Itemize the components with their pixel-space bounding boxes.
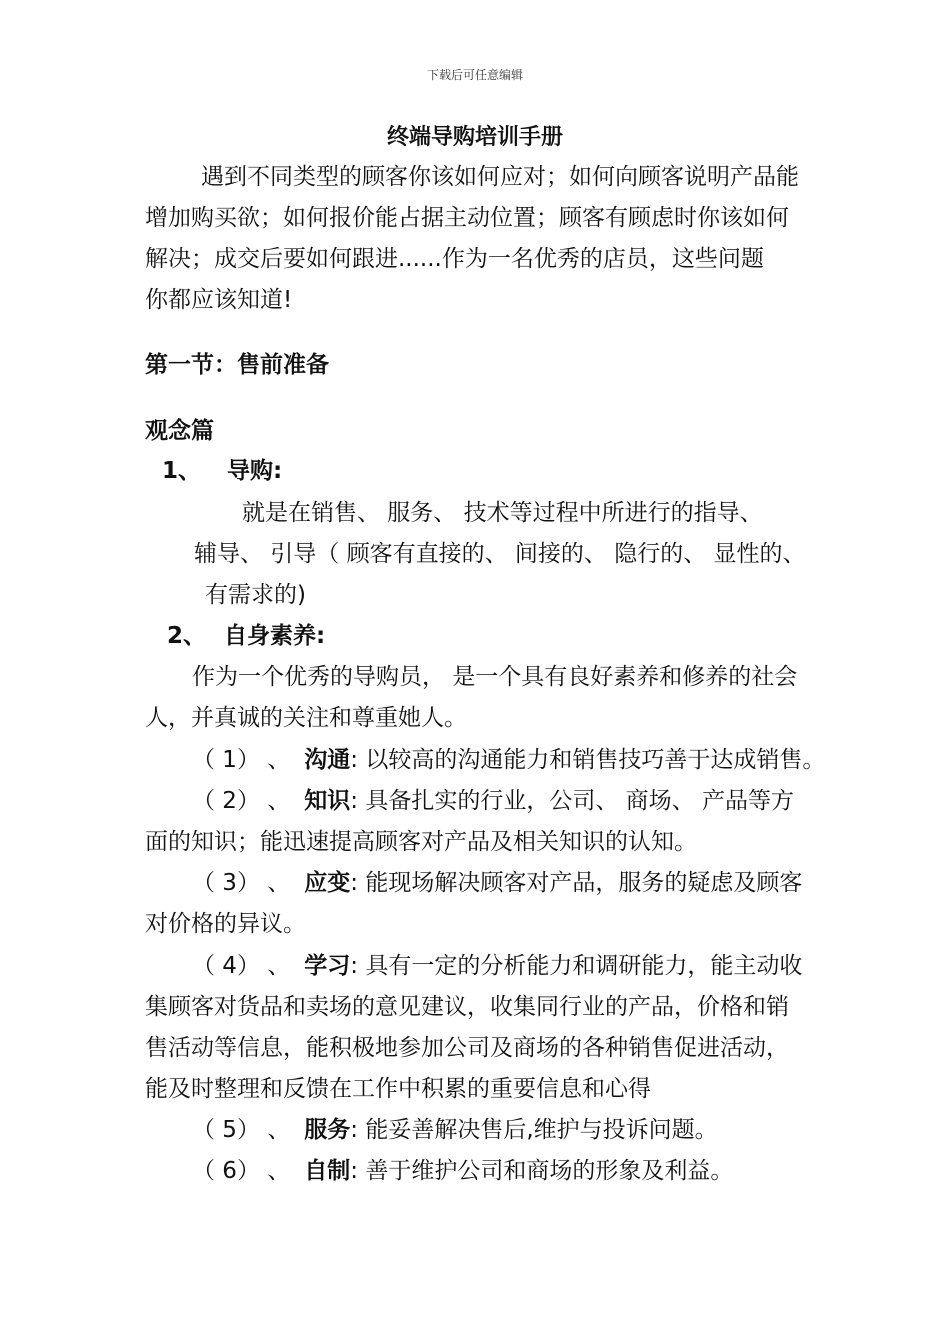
item-1-body-line: 辅导、 引导（ 顾客有直接的、 间接的、 隐行的、 显性的、 xyxy=(194,541,806,567)
point-text: : 能现场解决顾客对产品，服务的疑虑及顾客 xyxy=(350,870,803,896)
item-2-body-line: 作为一个优秀的导购员， 是一个具有良好素养和修养的社会 xyxy=(192,664,798,690)
intro-line: 你都应该知道! xyxy=(145,287,293,313)
point-4-continued: 集顾客对货品和卖场的意见建议，收集同行业的产品，价格和销 xyxy=(145,994,789,1020)
item-1-heading xyxy=(162,456,282,486)
point-text: : 具有一定的分析能力和调研能力，能主动收 xyxy=(350,953,803,979)
point-5 xyxy=(192,1115,718,1145)
item-number: 2、 xyxy=(167,623,207,649)
item-1-body-line: 就是在销售、 服务、 技术等过程中所进行的指导、 xyxy=(242,500,763,526)
item-label: 导购: xyxy=(227,458,283,484)
point-text: : 具备扎实的行业，公司、 商场、 产品等方 xyxy=(350,788,794,814)
point-3-continued: 对价格的异议。 xyxy=(145,911,306,937)
intro-line: 遇到不同类型的顾客你该如何应对；如何向顾客说明产品能 xyxy=(201,164,799,190)
point-number: （ 5） 、 xyxy=(192,1117,291,1143)
point-3 xyxy=(192,868,802,898)
item-number: 1、 xyxy=(162,458,202,484)
point-term: 自制 xyxy=(304,1158,351,1184)
point-term: 沟通 xyxy=(304,747,351,773)
point-text: : 能妥善解决售后,维护与投诉问题。 xyxy=(350,1117,718,1143)
point-number: （ 1） 、 xyxy=(192,747,291,773)
document-title: 终端导购培训手册 xyxy=(386,125,563,150)
item-label: 自身素养: xyxy=(224,623,326,649)
point-term: 服务 xyxy=(304,1117,351,1143)
point-number: （ 4） 、 xyxy=(192,953,291,979)
header-note: 下载后可任意编辑 xyxy=(426,68,523,82)
subheading: 观念篇 xyxy=(145,418,214,444)
point-term: 应变 xyxy=(304,870,351,896)
point-term: 知识 xyxy=(304,788,351,814)
point-4 xyxy=(192,951,802,981)
point-4-continued: 能及时整理和反馈在工作中积累的重要信息和心得 xyxy=(145,1076,651,1102)
point-text: : 善于维护公司和商场的形象及利益。 xyxy=(350,1158,734,1184)
point-number: （ 3） 、 xyxy=(192,870,291,896)
intro-line: 解决；成交后要如何跟进......作为一名优秀的店员，这些问题 xyxy=(145,246,764,272)
point-1 xyxy=(192,745,825,775)
point-6 xyxy=(192,1156,733,1186)
point-term: 学习 xyxy=(304,953,351,979)
point-2-continued: 面的知识；能迅速提高顾客对产品及相关知识的认知。 xyxy=(145,829,697,855)
point-2 xyxy=(192,786,794,816)
intro-line: 增加购买欲；如何报价能占据主动位置；顾客有顾虑时你该如何 xyxy=(145,205,789,231)
item-2-body-line: 人，并真诚的关注和尊重她人。 xyxy=(145,705,467,731)
section-heading: 第一节：售前准备 xyxy=(145,352,329,378)
point-text: : 以较高的沟通能力和销售技巧善于达成销售。 xyxy=(350,747,826,773)
point-number: （ 6） 、 xyxy=(192,1158,291,1184)
item-2-heading xyxy=(167,621,325,651)
item-1-body-line: 有需求的) xyxy=(205,582,306,608)
point-4-continued: 售活动等信息，能积极地参加公司及商场的各种销售促进活动， xyxy=(145,1035,789,1061)
point-number: （ 2） 、 xyxy=(192,788,291,814)
